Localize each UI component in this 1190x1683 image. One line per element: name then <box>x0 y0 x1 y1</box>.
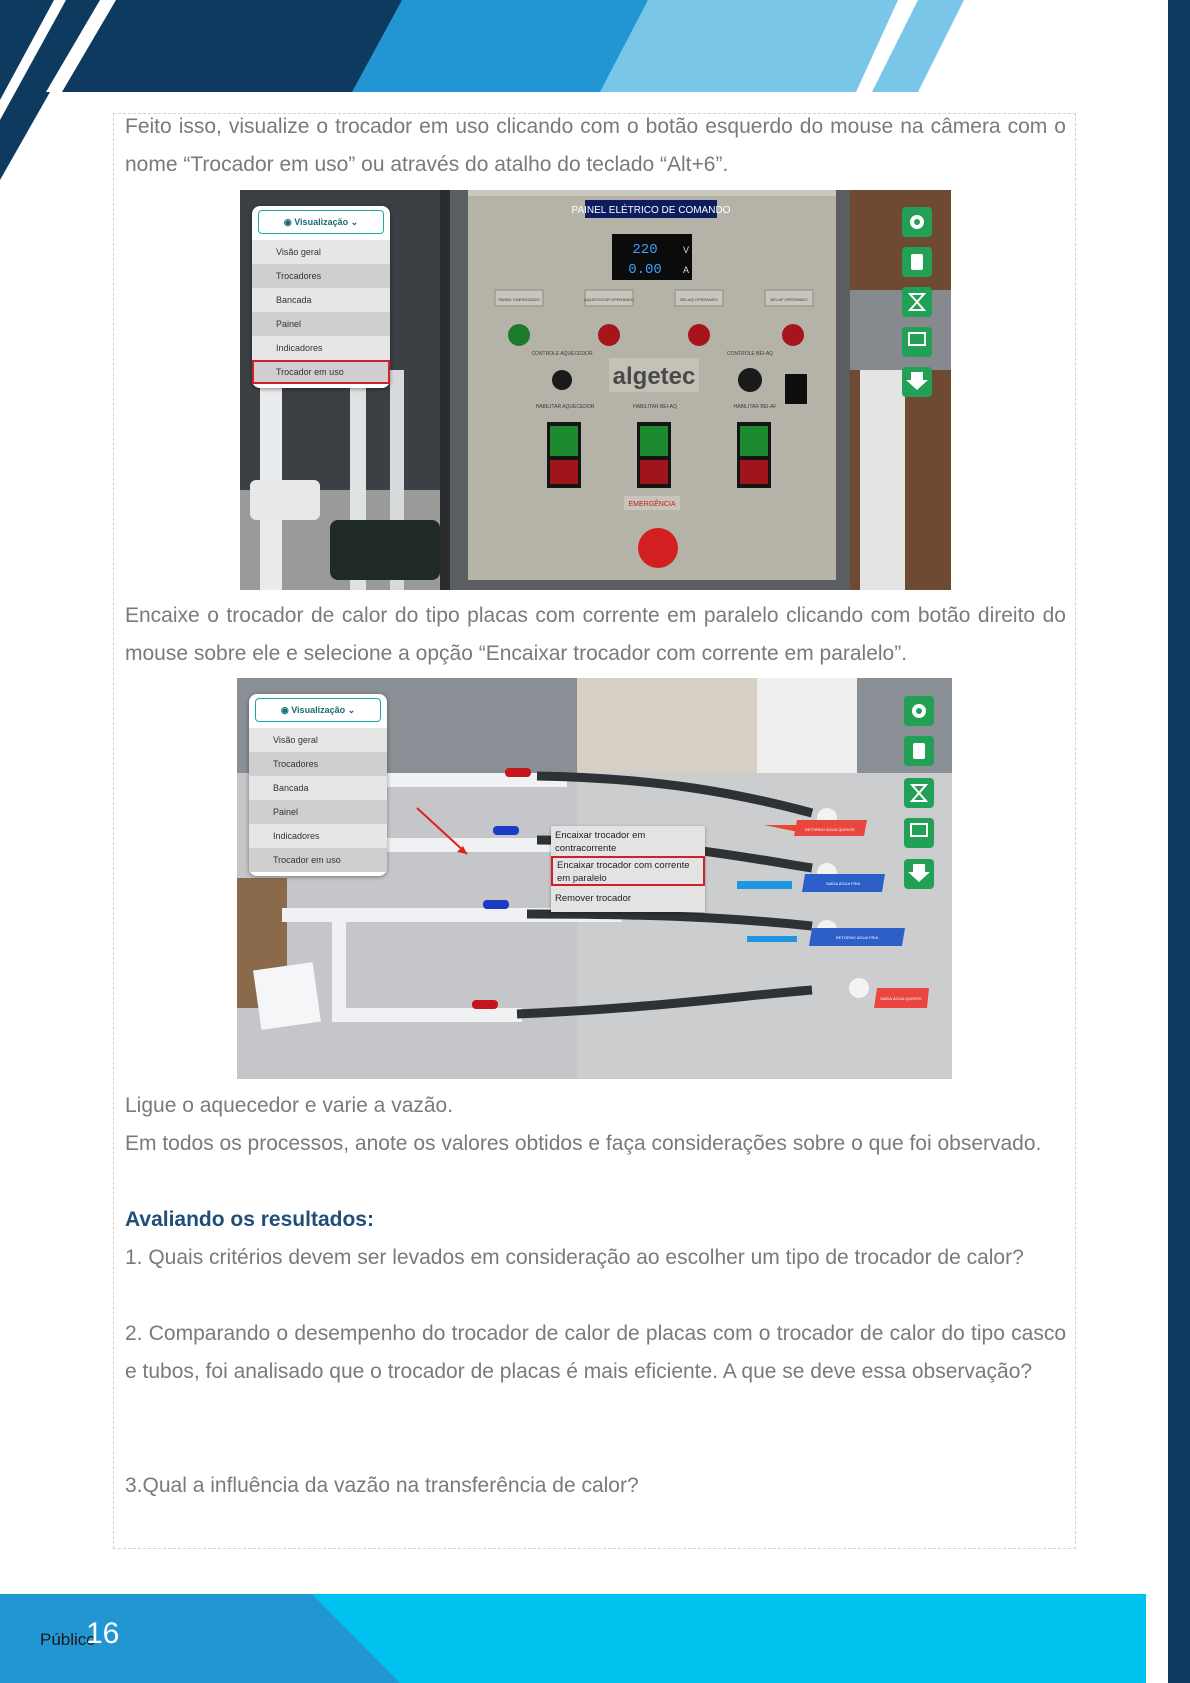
switch-label-2: HABILITAR BEI-AQ <box>633 404 677 410</box>
visualization-menu <box>252 206 390 388</box>
lamp-label-4: BEI-AF OPERANDO <box>770 297 808 302</box>
context-item-remove[interactable]: Remover trocador <box>555 893 632 904</box>
instruction-paragraph-2: Encaixe o trocador de calor do tipo placas com corrente em paralelo clicando com botão direito do mouse sobre ele e selecione a opção “Encaixar trocador com corrente em paralelo”. <box>125 604 1066 665</box>
menu-item-overview[interactable]: Visão geral <box>252 240 390 264</box>
question-3: 3.Qual a influência da vazão na transferência de calor? <box>125 1474 639 1497</box>
visualization-dropdown-label-2: Visualização <box>291 705 346 715</box>
control-label-heater: CONTROLE AQUECEDOR <box>531 351 593 357</box>
menu-item-exchangers-2[interactable]: Trocadores <box>249 752 387 776</box>
current-readout: 0.00 <box>628 262 662 278</box>
eye-icon: ◉ <box>280 705 292 715</box>
context-item-counterflow[interactable]: Encaixar trocador em contracorrente <box>555 830 646 854</box>
footer-banner <box>0 1594 1146 1683</box>
context-item-parallel-flow[interactable]: Encaixar trocador com corrente em paralelo <box>551 856 705 886</box>
menu-item-overview-2[interactable]: Visão geral <box>249 728 387 752</box>
visualization-menu-2 <box>249 694 387 876</box>
tag-cold-outlet: SAÍDA ÁGUA FRIA <box>825 881 861 886</box>
menu-item-panel-2[interactable]: Painel <box>249 800 387 824</box>
menu-item-bench-2[interactable]: Bancada <box>249 776 387 800</box>
question-2: 2. Comparando o desempenho do trocador de calor de placas com o trocador de calor do tipo casco e tubos, foi analisado que o trocador de placas é mais eficiente. A que se deve essa observação? <box>125 1322 1066 1383</box>
classification-label: Público <box>40 1630 96 1649</box>
lamp-label-2: AQUECEDOR OPERANDO <box>584 297 634 302</box>
switch-label-3: HABILITAR BEI-AF <box>733 404 777 410</box>
voltage-unit: V <box>683 245 690 255</box>
visualization-dropdown[interactable] <box>258 210 384 234</box>
instruction-paragraph-3: Ligue o aquecedor e varie a vazão. <box>125 1094 454 1117</box>
menu-item-bench[interactable]: Bancada <box>252 288 390 312</box>
menu-item-indicators[interactable]: Indicadores <box>252 336 390 360</box>
menu-item-exchanger-in-use[interactable]: Trocador em uso <box>252 360 390 384</box>
panel-title: PAINEL ELÉTRICO DE COMANDO <box>571 205 731 216</box>
instruction-paragraph-4: Em todos os processos, anote os valores obtidos e faça considerações sobre o que foi observado. <box>125 1132 1042 1155</box>
simulator-toolbar <box>902 207 932 397</box>
visualization-dropdown-2[interactable] <box>255 698 381 722</box>
brand-logo: algetec <box>612 363 696 390</box>
right-edge-stripe <box>1168 0 1190 1683</box>
tag-hot-return: RETORNO ÁGUA QUENTE <box>805 827 855 832</box>
screenshot-control-panel <box>240 190 951 590</box>
voltage-readout: 220 <box>632 242 658 258</box>
chevron-down-icon: ⌄ <box>345 705 356 715</box>
menu-item-indicators-2[interactable]: Indicadores <box>249 824 387 848</box>
lamp-label-3: BEI-AQ OPERANDO <box>680 297 718 302</box>
menu-item-panel[interactable]: Painel <box>252 312 390 336</box>
results-heading: Avaliando os resultados: <box>125 1208 374 1231</box>
chevron-down-icon: ⌄ <box>348 217 359 227</box>
menu-item-exchanger-in-use-2[interactable]: Trocador em uso <box>249 848 387 872</box>
menu-item-exchangers[interactable]: Trocadores <box>252 264 390 288</box>
visualization-dropdown-label: Visualização <box>294 217 349 227</box>
tag-hot-outlet: SAÍDA ÁGUA QUENTE <box>880 996 922 1001</box>
tag-cold-return: RETORNO ÁGUA FRIA <box>835 935 879 940</box>
control-label-pump: CONTROLE BEI-AQ <box>726 351 774 357</box>
eye-icon: ◉ <box>283 217 295 227</box>
screenshot-exchanger-fitting <box>237 678 952 1079</box>
exchanger-context-menu <box>551 826 705 912</box>
instruction-paragraph-1: Feito isso, visualize o trocador em uso clicando com o botão esquerdo do mouse na câmera com o nome “Trocador em uso” ou através do atalho do teclado “Alt+6”. <box>125 115 1066 176</box>
simulator-toolbar-2 <box>904 696 934 889</box>
page-number: 16 <box>86 1617 120 1650</box>
switch-label-1: HABILITAR AQUECEDOR <box>535 404 595 410</box>
current-unit: A <box>683 265 690 275</box>
question-1: 1. Quais critérios devem ser levados em consideração ao escolher um tipo de trocador de calor? <box>125 1246 1024 1269</box>
lamp-label-1: PAINEL ENERGIZADO <box>498 297 540 302</box>
emergency-label: EMERGÊNCIA <box>628 501 676 508</box>
